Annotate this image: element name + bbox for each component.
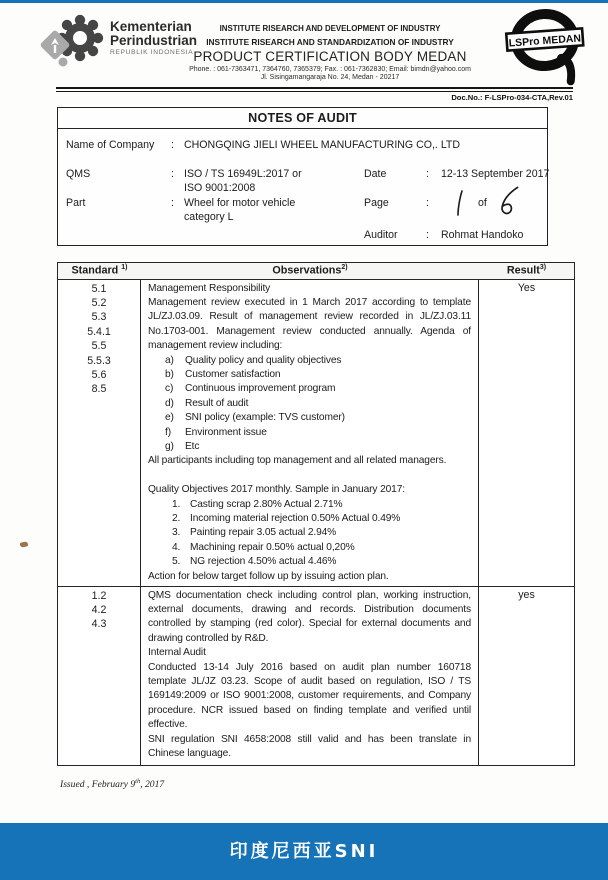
table-row — [58, 586, 574, 765]
standard-cell — [58, 280, 141, 586]
observation-list-item — [148, 526, 471, 540]
table-row — [58, 280, 574, 586]
observation-paragraph: Internal Audit — [148, 647, 206, 659]
issued-suffix: , 2017 — [140, 779, 165, 791]
company-label: Name of Company — [66, 139, 155, 151]
table-header-sup: 3) — [539, 264, 547, 271]
top-blue-strip — [0, 0, 608, 3]
header-divider-rule — [56, 87, 573, 92]
list-marker: a) — [165, 354, 174, 366]
page-label: Page — [364, 197, 389, 209]
standard-clause: 1.2 — [91, 589, 107, 602]
standard-clause: 5.1 — [91, 282, 107, 295]
standard-clause: 5.5.3 — [87, 354, 111, 367]
notes-of-audit-box — [57, 107, 548, 246]
observation-list-item — [148, 368, 471, 382]
observations-cell — [141, 280, 479, 586]
scan-artifact — [20, 541, 29, 548]
doc-number: Doc.No.: F-LSPro-034-CTA,Rev.01 — [451, 93, 573, 102]
date-value: 12-13 September 2017 — [441, 168, 550, 180]
list-item-text: Continuous improvement program — [185, 383, 336, 395]
institute-line2: INSTITUTE RISEARCH AND STANDARDIZATION OF INDUSTRY — [206, 36, 454, 47]
list-marker: g) — [165, 441, 174, 453]
date-label: Date — [364, 168, 387, 180]
observation-paragraph: Quality Objectives 2017 monthly. Sample in January 2017: — [148, 484, 405, 496]
auditor-colon: : — [426, 229, 429, 241]
list-item-text: Quality policy and quality objectives — [185, 354, 342, 366]
observation-list-item — [148, 555, 471, 569]
list-marker: b) — [165, 369, 174, 381]
certification-body-name: PRODUCT CERTIFICATION BODY MEDAN — [193, 48, 467, 64]
list-marker: 4. — [172, 541, 181, 553]
observation-list-item — [148, 382, 471, 396]
observation-list-item — [148, 541, 471, 555]
company-colon: : — [171, 139, 174, 151]
list-marker: e) — [165, 412, 174, 424]
observation-paragraph: QMS documentation check including control plan, working instruction, external documents, drawing and records. Distribution documents controlled by stamping (red color). Special for external documents and drawing controlled by R&D. — [148, 589, 471, 644]
table-header-label: Standard — [71, 264, 119, 277]
table-header-label: Result — [506, 264, 540, 277]
observation-list-item — [148, 354, 471, 368]
list-item-text: SNI policy (example: TVS customer) — [185, 412, 345, 424]
observation-paragraph: Management review executed in 1 March 2017 according to template JL/ZJ.03.09. Result of management review recorded in JL/ZJ.03.11 No.1703-001. Management review conducted annually. Agenda of management review including: — [148, 297, 471, 352]
standard-clause: 5.4.1 — [87, 325, 111, 338]
table-header-cell — [479, 263, 574, 279]
lspro-logo-label: LSPro MEDAN — [508, 32, 582, 50]
list-marker: f) — [165, 426, 171, 438]
page-colon: : — [426, 197, 429, 209]
list-item-text: Machining repair 0.50% actual 0,20% — [190, 541, 355, 553]
form-title: NOTES OF AUDIT — [58, 108, 547, 129]
table-header-sup: 2) — [341, 264, 348, 271]
date-colon: : — [426, 168, 429, 180]
observation-paragraph: Conducted 13-14 July 2016 based on audit plan number 160718 template JL/JZ 03.23. Scope of audit based on regulation, ISO / TS 169149:2009 or ISO 9001:2008, customer requirements, and Company procedure. NCR issued based on finding template and verified until effective. — [148, 661, 471, 731]
page-of-label: of — [478, 197, 487, 209]
list-marker: 1. — [172, 498, 181, 510]
table-header-label: Observations — [272, 264, 342, 277]
table-header-cell — [141, 263, 479, 279]
observation-paragraph: Action for below target follow up by issuing action plan. — [148, 570, 389, 582]
audit-table — [57, 262, 575, 766]
list-item-text: Customer satisfaction — [185, 369, 281, 381]
handwritten-page-total — [494, 182, 524, 225]
list-item-text: Incoming material rejection 0.50% Actual 0.49% — [190, 513, 401, 525]
company-value: CHONGQING JIELI WHEEL MANUFACTURING CO,. LTD — [184, 139, 461, 151]
observation-paragraph: Management Responsibility — [148, 282, 271, 294]
part-value-line1: Wheel for motor vehicle — [184, 197, 296, 209]
bottom-banner — [0, 823, 608, 880]
observation-list-item — [148, 426, 471, 440]
result-cell: yes — [518, 588, 535, 601]
standard-clause: 5.5 — [91, 340, 107, 353]
qms-label: QMS — [66, 168, 91, 180]
phone-fax-email-line: Phone. : 061-7363471, 7364760, 7365379; Fax. : 061-7362830; Email: bimdn@yahoo.com — [189, 66, 471, 73]
ministry-line3: REPUBLIK INDONESIA — [110, 49, 194, 57]
observation-paragraph: SNI regulation SNI 4658:2008 still valid and has been translate in Chinese language. — [148, 733, 471, 760]
list-item-text: Environment issue — [185, 426, 267, 438]
observation-list-item — [148, 397, 471, 411]
list-item-text: Casting scrap 2.80% Actual 2.71% — [190, 498, 343, 510]
list-item-text: Result of audit — [185, 397, 249, 409]
table-header-cell — [58, 263, 141, 279]
result-cell: Yes — [517, 281, 536, 294]
institute-line1: INSTITUTE RISEARCH AND DEVELOPMENT OF INDUSTRY — [219, 24, 441, 33]
lspro-medan-logo-icon — [500, 5, 590, 89]
table-header-sup: 1) — [121, 264, 128, 271]
list-marker: 3. — [172, 527, 181, 539]
blank-line — [148, 469, 471, 483]
part-label: Part — [66, 197, 86, 209]
auditor-label: Auditor — [364, 229, 398, 241]
issued-prefix: Issued , February 9 — [60, 779, 136, 791]
standard-cell — [58, 587, 141, 765]
handwritten-page-current — [453, 188, 467, 223]
list-marker: c) — [165, 383, 174, 395]
issued-ordinal-sup: th — [135, 778, 141, 785]
list-marker: 5. — [172, 556, 181, 568]
letterhead — [178, 24, 482, 81]
standard-clause: 5.6 — [91, 369, 107, 382]
part-value-line2: category L — [184, 211, 234, 223]
list-marker: 2. — [172, 513, 181, 525]
observation-paragraph: All participants including top management and all related managers. — [148, 455, 447, 467]
part-colon: : — [171, 197, 174, 209]
list-marker: d) — [165, 397, 174, 409]
qms-value-line1: ISO / TS 16949L:2017 or — [184, 168, 302, 180]
ministry-line2: Perindustrian — [110, 33, 198, 49]
list-item-text: NG rejection 4.50% actual 4.46% — [190, 556, 337, 568]
audit-table-body — [58, 280, 574, 765]
list-item-text: Painting repair 3.05 actual 2.94% — [190, 527, 337, 539]
standard-clause: 4.3 — [91, 618, 107, 631]
ministry-line1: Kementerian — [110, 19, 192, 34]
standard-clause: 5.2 — [91, 297, 107, 309]
standard-clause: 5.3 — [91, 311, 107, 324]
list-item-text: Etc — [185, 441, 200, 453]
observation-list-item — [148, 512, 471, 526]
qms-value-line2: ISO 9001:2008 — [184, 182, 256, 194]
address-line: Jl. Sisingamangaraja No. 24, Medan - 20217 — [260, 74, 400, 81]
observations-cell — [141, 587, 479, 765]
table-header-row — [58, 263, 574, 280]
qms-colon: : — [171, 168, 174, 180]
observation-list-item — [148, 411, 471, 425]
banner-chinese-sni-text: 印度尼西亚SNI — [229, 841, 379, 862]
issued-date-line — [60, 778, 164, 790]
kementerian-perindustrian-logo-icon — [36, 12, 108, 74]
observation-list-item — [148, 498, 471, 512]
observation-list-item — [148, 440, 471, 454]
standard-clause: 4.2 — [91, 604, 107, 616]
auditor-value: Rohmat Handoko — [441, 229, 524, 241]
standard-clause: 8.5 — [91, 383, 107, 396]
